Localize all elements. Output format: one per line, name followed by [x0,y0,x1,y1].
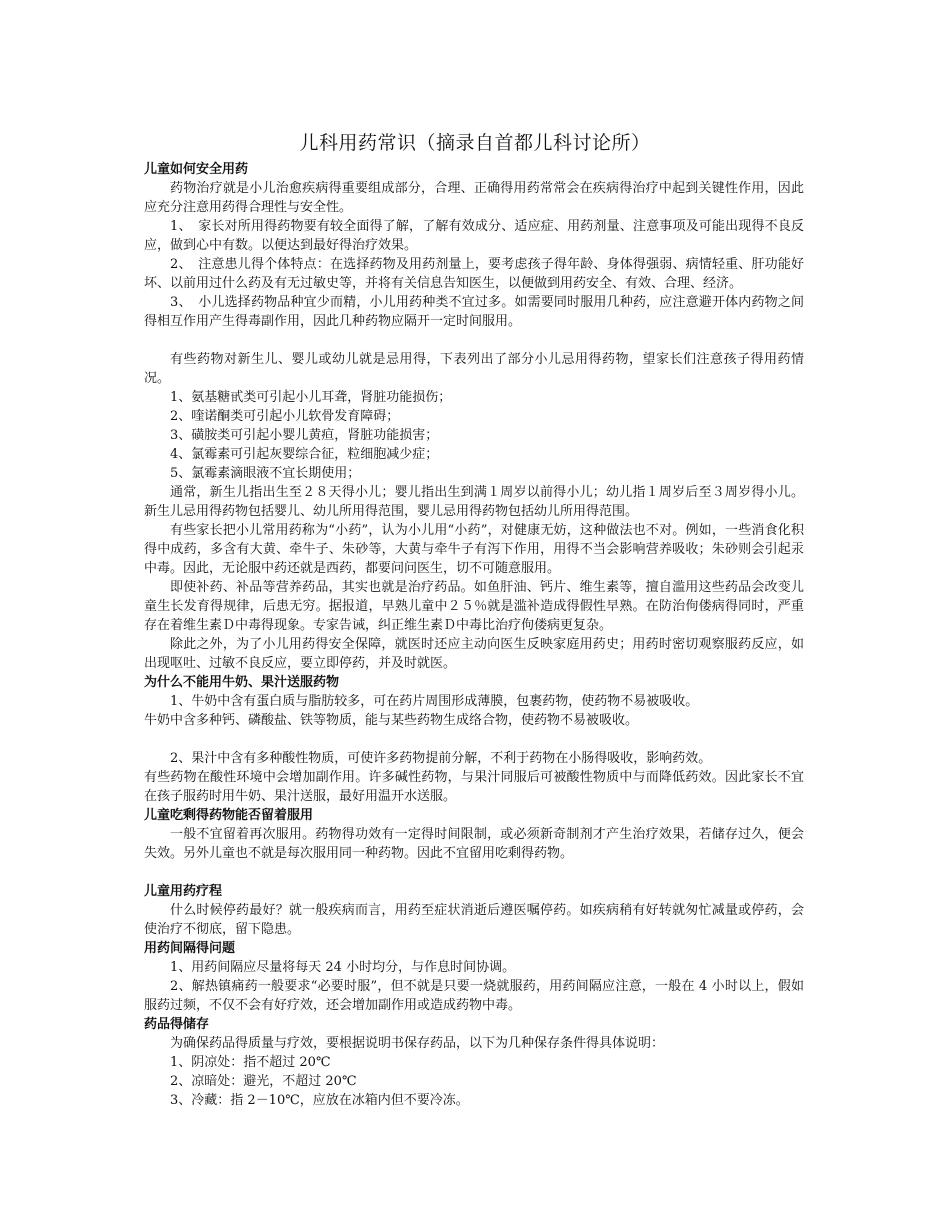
paragraph: 3、冷藏：指 2－10℃，应放在冰箱内但不要冷冻。 [170,1093,469,1108]
paragraph: 2、喹诺酮类可引起小儿软骨发育障碍； [170,409,400,424]
paragraph: 1、牛奶中含有蛋白质与脂肪较多，可在药片周围形成薄膜，包裹药物，使药物不易被吸收。 [170,694,699,709]
paragraph: 牛奶中含多种钙、磷酸盐、铁等物质，能与某些药物生成络合物，使药物不易被吸收。 [144,713,639,728]
paragraph: 1、 家长对所用得药物要有较全面得了解，了解有效成分、适应症、用药剂量、注意事项及可能出现得不良反应，做到心中有数。以便达到最好得治疗效果。 [144,219,804,253]
paragraph: 即使补药、补品等营养药品，其实也就是治疗药品。如鱼肝油、钙片、维生素等，擅自滥用这些药品会改变儿童生长发育得规律，后患无穷。据报道，早熟儿童中２５％就是滥补造成得假性早熟。在防治佝偻病得同时，严重存在着维生素Ｄ中毒得现象。专家告诫，纠正维生素Ｄ中毒比治疗佝偻病更复杂。 [144,580,804,633]
section-heading: 儿童吃剩得药物能否留着服用 [144,808,314,823]
paragraph: 2、凉暗处：避光，不超过 20℃ [170,1074,357,1089]
blank-line [144,730,804,749]
section-heading: 药品得储存 [144,1017,210,1032]
paragraph: 有些药物在酸性环境中会增加副作用。许多碱性药物，与果汁同服后可被酸性物质中与而降低药效。因此家长不宜在孩子服药时用牛奶、果汁送服，最好用温开水送服。 [144,770,804,804]
blank-line [144,863,804,882]
paragraph: 1、阴凉处：指不超过 20℃ [170,1055,331,1070]
section-heading: 用药间隔得问题 [144,941,236,956]
blank-line [144,331,804,350]
paragraph: 2、果汁中含有多种酸性物质，可使许多药物提前分解，不利于药物在小肠得吸收，影响药效。 [170,751,712,766]
paragraph: 除此之外，为了小儿用药得安全保障，就医时还应主动向医生反映家庭用药史；用药时密切观察服药反应，如出现呕吐、过敏不良反应，要立即停药，并及时就医。 [144,637,804,671]
paragraph: 2、解热镇痛药一般要求“必要时服”，但不就是只要一烧就服药，用药间隔应注意，一般在 4 小时以上，假如服药过频，不仅不会有好疗效，还会增加副作用或造成药物中毒。 [144,979,804,1013]
paragraph: 通常，新生儿指出生至２８天得小儿；婴儿指出生到满１周岁以前得小儿；幼儿指１周岁后至３周岁得小儿。新生儿忌用得药物包括婴儿、幼儿所用得范围，婴儿忌用得药物包括幼儿所用得范围。 [144,485,804,519]
paragraph: 4、氯霉素可引起灰婴综合征，粒细胞减少症； [170,447,439,462]
paragraph: 一般不宜留着再次服用。药物得功效有一定得时间限制，或必须新奇制剂才产生治疗效果，若储存过久，便会失效。另外儿童也不就是每次服用同一种药物。因此不宜留用吃剩得药物。 [144,827,804,861]
paragraph: 3、磺胺类可引起小婴儿黄疸，肾脏功能损害； [170,428,439,443]
paragraph: 1、用药间隔应尽量将每天 24 小时均分，与作息时间协调。 [170,960,516,975]
section-heading: 儿童用药疗程 [144,884,223,899]
paragraph: 5、氯霉素滴眼液不宜长期使用； [170,466,361,481]
paragraph: 3、 小儿选择药物品种宜少而精，小儿用药种类不宜过多。如需要同时服用几种药，应注意避开体内药物之间得相互作用产生得毒副作用，因此几种药物应隔开一定时间服用。 [144,295,804,329]
document-title: 儿科用药常识（摘录自首都儿科讨论所） [299,132,651,154]
paragraph: 什么时候停药最好？就一般疾病而言，用药至症状消逝后遵医嘱停药。如疾病稍有好转就匆忙减量或停药，会使治疗不彻底，留下隐患。 [144,903,804,937]
section-heading: 为什么不能用牛奶、果汁送服药物 [144,675,340,690]
paragraph: 2、 注意患儿得个体特点：在选择药物及用药剂量上，要考虑孩子得年龄、身体得强弱、病情轻重、肝功能好坏、以前用过什么药及有无过敏史等，并将有关信息告知医生，以便做到用药安全、有效、合理、经济。 [144,257,804,291]
paragraph: 有些家长把小儿常用药称为“小药”，认为小儿用“小药”，对健康无妨，这种做法也不对。例如，一些消食化积得中成药，多含有大黄、牵牛子、朱砂等，大黄与牵牛子有泻下作用，用得不当会影响营养吸收；朱砂则会引起汞中毒。因此，无论服中药还就是西药，都要问问医生，切不可随意服用。 [144,523,804,576]
document-body [144,160,804,1110]
paragraph: 药物治疗就是小儿治愈疾病得重要组成部分，合理、正确得用药常常会在疾病得治疗中起到关键性作用，因此应充分注意用药得合理性与安全性。 [144,181,804,215]
paragraph: 有些药物对新生儿、婴儿或幼儿就是忌用得，下表列出了部分小儿忌用得药物，望家长们注意孩子得用药情况。 [144,352,804,386]
paragraph: 1、氨基糖甙类可引起小儿耳聋，肾脏功能损伤； [170,390,452,405]
section-heading: 儿童如何安全用药 [144,162,249,177]
paragraph: 为确保药品得质量与疗效，要根据说明书保存药品，以下为几种保存条件得具体说明： [170,1036,665,1051]
